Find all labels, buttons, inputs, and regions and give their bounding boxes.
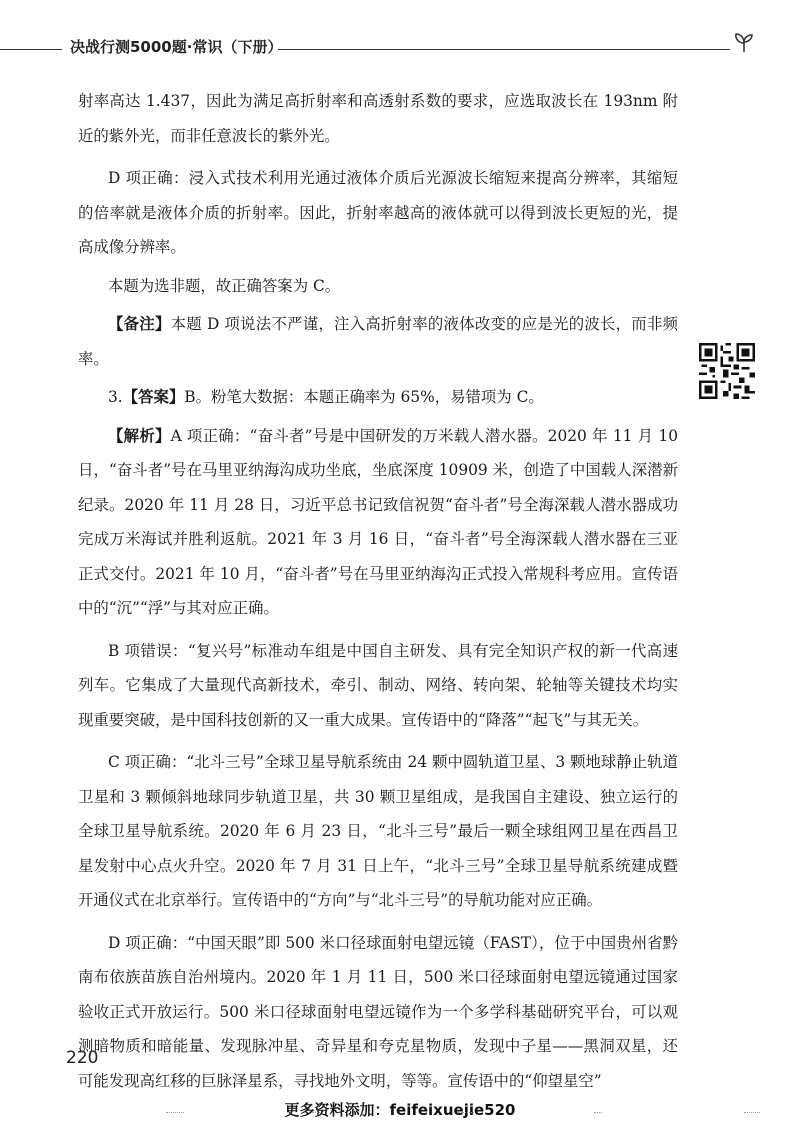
analysis-text: A 项正确：“奋斗者”号是中国研发的万米载人潜水器。2020 年 11 月 10 日，“奋斗者”号在马里亚纳海沟成功坐底，坐底深度 10909 米，创造了中国载人深潜新纪录。2020 年 11 月 28 日，习近平总书记致信祝贺“奋斗者”号全海深载人潜水器成功完成万米海试并胜利返航。2021 年 3 月 16 日，“奋斗者”号全海深载人潜水器在三亚正式交付。2021 年 10 月，“奋斗者”号在马里亚纳海沟正式投入常规科考应用。宣传语中的“沉”“浮”与其对应正确。 [78, 426, 678, 617]
paragraph-note [78, 307, 678, 376]
header-rule-left [0, 49, 62, 50]
question-number: 3. [108, 388, 123, 406]
paragraph-option-b: B 项错误：“复兴号”标准动车组是中国自主研发、具有完全知识产权的新一代高速列车。它集成了大量现代高新技术，牵引、制动、网络、转向架、轮轴等关键技术均实现重要突破，是中国科技创新的又一重大成果。宣传语中的“降落”“起飞”与其无关。 [78, 641, 678, 729]
page-body [78, 84, 678, 1098]
paragraph-option-d-2: D 项正确：“中国天眼”即 500 米口径球面射电望远镜（FAST），位于中国贵州省黔南布依族苗族自治州境内。2020 年 1 月 11 日，500 米口径球面射电望远镜通过国家验收正式开放运行。500 米口径球面射电望远镜作为一个多学科基础研究平台，可以观测暗物质和暗能量、发现脉冲星、奇异星和夸克星物质，发现中子星——黑洞双星，还可能发现高红移的巨脉泽星系，寻找地外文明，等等。宣传语中的“仰望星空” [78, 933, 678, 1090]
paragraph-option-d: D 项正确：浸入式技术利用光通过液体介质后光源波长缩短来提高分辨率，其缩短的倍率就是液体介质的折射率。因此，折射率越高的液体就可以得到波长更短的光，提高成像分辨率。 [78, 169, 678, 256]
scan-artifact [744, 1112, 760, 1123]
answer-tag: 【答案】 [122, 388, 185, 406]
scan-artifact [166, 1112, 184, 1123]
page-header [0, 0, 800, 70]
running-head-title: 决战行测5000题·常识（下册） [70, 38, 283, 56]
paragraph-conclusion: 本题为选非题，故正确答案为 C。 [108, 276, 341, 295]
paragraph-analysis-a [78, 419, 678, 626]
paragraph-answer [78, 380, 678, 415]
header-rule-right [278, 49, 730, 50]
page-number: 220 [66, 1048, 99, 1068]
answer-text: B。粉笔大数据：本题正确率为 65%，易错项为 C。 [184, 388, 544, 406]
sprout-icon [732, 30, 756, 54]
qr-code-icon [699, 343, 755, 399]
note-text: 本题 D 项说法不严谨，注入高折射率的液体改变的应是光的波长，而非频率。 [78, 315, 678, 368]
scan-artifact [312, 1112, 320, 1123]
scan-artifact [594, 1112, 602, 1123]
paragraph-option-c: C 项正确：“北斗三号”全球卫星导航系统由 24 颗中圆轨道卫星、3 颗地球静止轨道卫星和 3 颗倾斜地球同步轨道卫星，共 30 颗卫星组成，是我国自主建设、独立运行的全球卫星导航系统。2020 年 6 月 23 日，“北斗三号”最后一颗全球组网卫星在西昌卫星发射中心点火升空。2020 年 7 月 31 日上午，“北斗三号”全球卫星导航系统建成暨开通仪式在北京举行。宣传语中的“方向”与“北斗三号”的导航功能对应正确。 [78, 753, 678, 909]
paragraph-continued: 射率高达 1.437，因此为满足高折射率和高透射系数的要求，应选取波长在 193nm 附近的紫外光，而非任意波长的紫外光。 [78, 92, 678, 145]
note-tag: 【备注】 [108, 315, 171, 333]
analysis-tag: 【解析】 [108, 426, 171, 445]
scan-artifact [458, 1112, 474, 1123]
footer-contact-note: 更多资料添加：feifeixuejie520 [284, 1101, 516, 1119]
